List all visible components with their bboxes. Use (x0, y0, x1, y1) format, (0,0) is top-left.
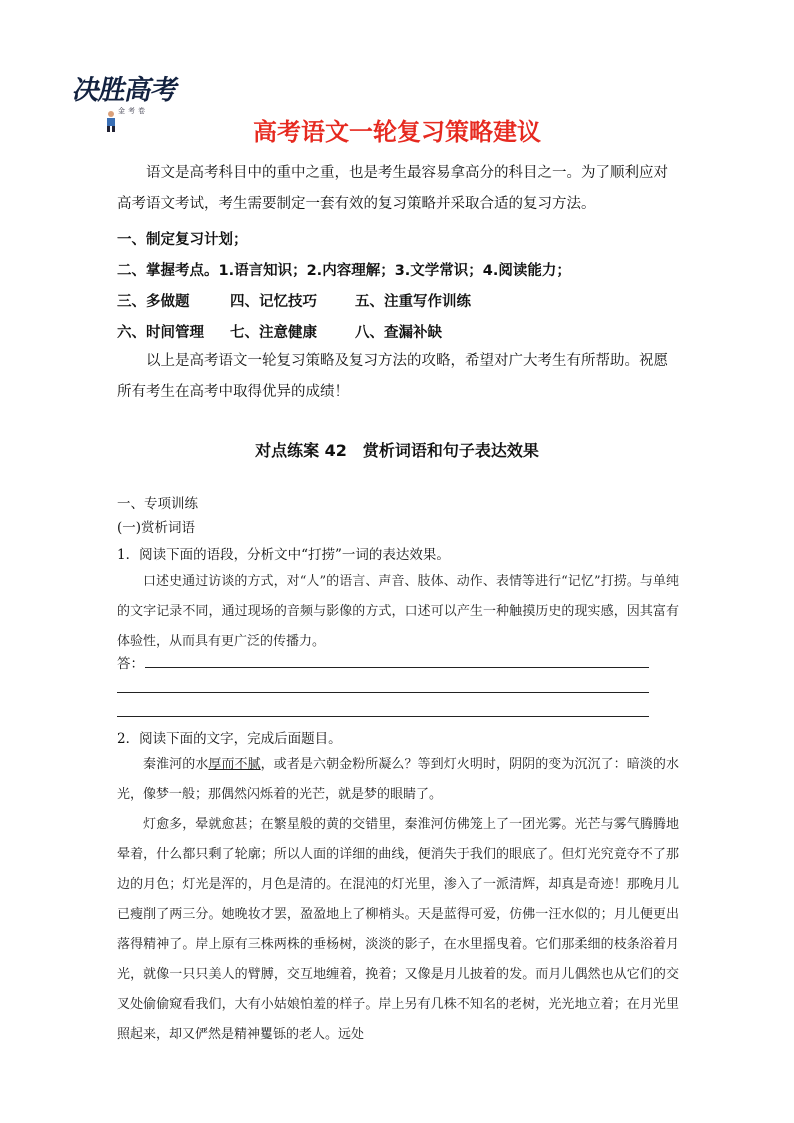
strategy-3: 三、多做题 (117, 294, 190, 310)
strategy-5: 五、注重写作训练 (355, 294, 471, 310)
underlined-phrase: 厚而不腻 (208, 757, 261, 772)
answer-line-1[interactable] (145, 667, 649, 668)
strategy-4: 四、记忆技巧 (230, 294, 317, 310)
question-2-passage (117, 750, 679, 1050)
strategy-8: 八、查漏补缺 (355, 325, 442, 341)
exercise-title: 对点练案 42 赏析词语和句子表达效果 (255, 441, 539, 460)
brand-logo-text: 决胜高考 (70, 75, 181, 106)
question-1-passage (117, 567, 679, 657)
strategy-7: 七、注意健康 (230, 325, 317, 341)
question-2-paragraph-2: 灯愈多，晕就愈甚；在繁星般的黄的交错里，秦淮河仿佛笼上了一团光雾。光芒与雾气腾腾地晕着，什么都只剩了轮廓；所以人面的详细的曲线，便消失于我们的眼底了。但灯光究竟夺不了那边的月色；灯光是浑的，月色是清的。在混沌的灯光里，渗入了一派清辉，却真是奇迹！那晚月儿已瘦削了两三分。她晚妆才罢，盈盈地上了柳梢头。天是蓝得可爱，仿佛一汪水似的；月儿便更出落得精神了。岸上原有三株两株的垂杨树，淡淡的影子，在水里摇曳着。它们那柔细的枝条浴着月光，就像一只只美人的臂膊，交互地缠着，挽着；又像是月儿披着的发。而月儿偶然也从它们的交叉处偷偷窥看我们，大有小姑娘怕羞的样子。岸上另有几株不知名的老树，光光地立着；在月光里照起来，却又俨然是精神矍铄的老人。远处 (117, 817, 679, 1042)
sub-heading: (一)赏析词语 (117, 520, 196, 536)
conclusion-paragraph (117, 346, 679, 408)
intro-text: 语文是高考科目中的重中之重，也是考生最容易拿高分的科目之一。为了顺利应对高考语文考试，考生需要制定一套有效的复习策略并采取合适的复习方法。 (117, 165, 668, 212)
intro-paragraph (117, 158, 679, 220)
strategy-row-4 (117, 321, 442, 342)
strategy-row-3 (117, 290, 471, 311)
question-2-prompt: 2．阅读下面的文字，完成后面题目。 (117, 731, 342, 747)
question-2-paragraph-1 (117, 750, 679, 810)
conclusion-text: 以上是高考语文一轮复习策略及复习方法的攻略，希望对广大考生有所帮助。祝愿所有考生在高考中取得优异的成绩！ (117, 353, 668, 400)
p1-start: 秦淮河的水 (143, 757, 209, 772)
part-heading: 一、专项训练 (117, 496, 198, 512)
question-1-prompt: 1．阅读下面的语段，分析文中“打捞”一词的表达效果。 (117, 547, 450, 563)
question-1-passage-text: 口述史通过访谈的方式，对“人”的语言、声音、肢体、动作、表情等进行“记忆”打捞。与单纯的文字记录不同，通过现场的音频与影像的方式，口述可以产生一种触摸历史的现实感，因其富有体验性，从而具有更广泛的传播力。 (117, 574, 679, 649)
strategy-2: 二、掌握考点。1.语言知识；2.内容理解；3.文学常识；4.阅读能力； (117, 263, 571, 279)
strategy-6: 六、时间管理 (117, 325, 204, 341)
answer-label: 答： (117, 656, 144, 672)
strategy-1: 一、制定复习计划； (117, 232, 248, 248)
page-title: 高考语文一轮复习策略建议 (253, 118, 541, 146)
brand-logo-subtext: 金考卷 (118, 107, 148, 115)
answer-line-2[interactable] (117, 692, 649, 693)
answer-line-3[interactable] (117, 716, 649, 717)
p1-rest: ，或者是六朝金粉所凝么？等到灯火明时，阴阴的变为沉沉了：暗淡的水光，像梦一般；那偶然闪烁着的光芒，就是梦的眼睛了。 (117, 757, 679, 802)
